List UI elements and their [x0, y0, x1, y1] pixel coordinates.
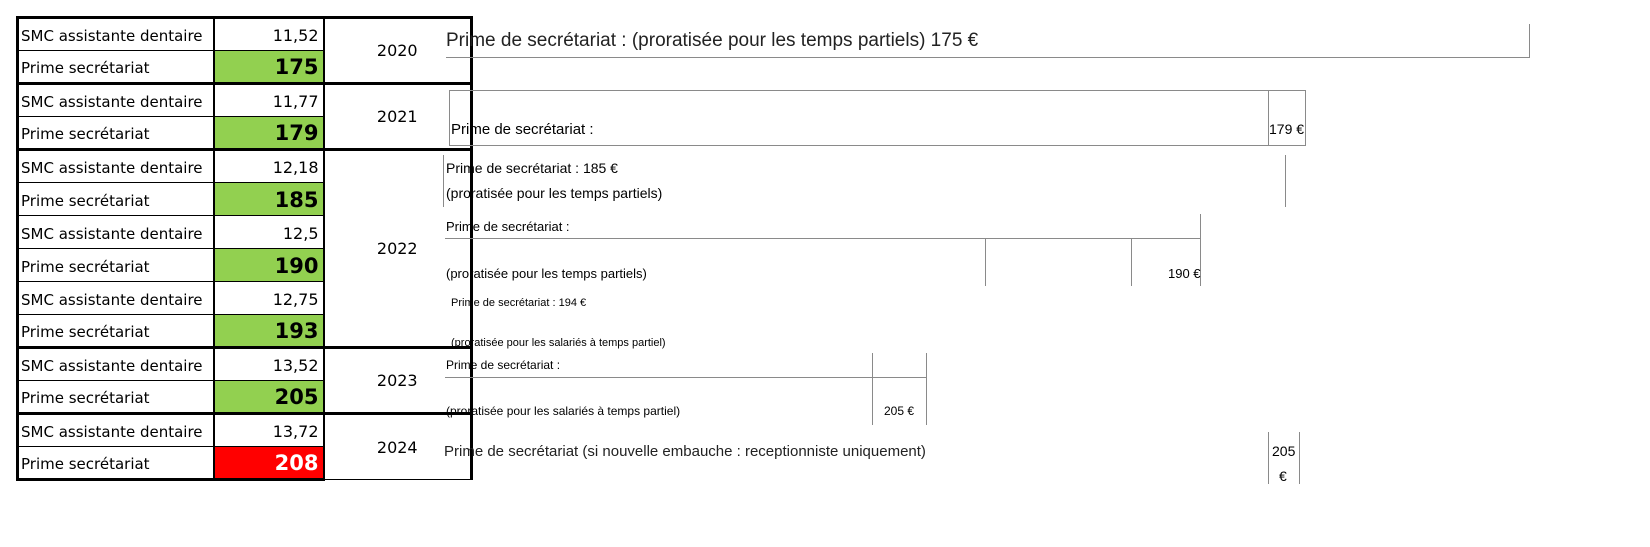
prime-value: 208: [214, 447, 324, 480]
snippet-2021-topline: [449, 90, 1306, 91]
snippet-2024-amount-currency: €: [1279, 468, 1287, 484]
smc-value: 11,77: [214, 84, 324, 117]
prime-label: Prime secrétariat: [18, 51, 214, 84]
snippet-2021-rightline: [1305, 90, 1306, 146]
snippet-2023-label: Prime de secrétariat :: [446, 358, 561, 372]
smc-row: [18, 84, 472, 117]
prime-history-body: [18, 18, 472, 480]
snippet-2023-hline: [445, 377, 926, 378]
snippet-2022b-label: Prime de secrétariat :: [446, 219, 570, 234]
snippet-2021-bottomline: [449, 145, 1306, 146]
prime-value: 175: [214, 51, 324, 84]
snippet-2021-leftline: [449, 90, 450, 146]
smc-label: SMC assistante dentaire: [18, 348, 214, 381]
smc-label: SMC assistante dentaire: [18, 84, 214, 117]
smc-value: 12,18: [214, 150, 324, 183]
prime-value: 179: [214, 117, 324, 150]
prime-label: Prime secrétariat: [18, 381, 214, 414]
snippet-2024-text: Prime de secrétariat (si nouvelle embauche : receptionniste uniquement): [444, 443, 926, 460]
smc-value: 13,72: [214, 414, 324, 447]
snippet-2024-amount-number: 205: [1272, 443, 1296, 459]
snippet-2022b-note: (proratisée pour les temps partiels): [446, 266, 647, 281]
smc-row: [18, 348, 472, 381]
snippet-2023-amount: 205 €: [884, 404, 915, 418]
year-cell: 2023: [324, 348, 472, 414]
prime-history-table: [16, 16, 473, 481]
prime-label: Prime secrétariat: [18, 249, 214, 282]
snippet-2022c-line1: Prime de secrétariat : 194 €: [451, 297, 587, 309]
prime-value: 185: [214, 183, 324, 216]
prime-label: Prime secrétariat: [18, 315, 214, 348]
year-cell: 2022: [324, 150, 472, 348]
snippet-2021-amount: 179 €: [1269, 121, 1305, 137]
snippet-2023-rightline: [926, 353, 927, 425]
smc-label: SMC assistante dentaire: [18, 414, 214, 447]
smc-label: SMC assistante dentaire: [18, 150, 214, 183]
snippet-2020-underline: [446, 57, 1530, 58]
smc-label: SMC assistante dentaire: [18, 216, 214, 249]
snippet-2023-note: (proratisée pour les salariés à temps partiel): [446, 404, 681, 418]
year-cell: 2021: [324, 84, 472, 150]
snippet-2022b-divider2: [1131, 238, 1132, 286]
prime-label: Prime secrétariat: [18, 183, 214, 216]
prime-value: 205: [214, 381, 324, 414]
snippet-2022b-amount: 190 €: [1168, 266, 1201, 281]
snippet-2022a-line2: (proratisée pour les temps partiels): [446, 185, 663, 201]
snippet-2022b-divider1: [985, 238, 986, 286]
smc-value: 11,52: [214, 18, 324, 51]
snippet-2023-divider: [872, 353, 873, 425]
snippet-2021-divider: [1268, 90, 1269, 146]
snippet-2024-rightline: [1299, 432, 1300, 484]
smc-label: SMC assistante dentaire: [18, 18, 214, 51]
year-cell: 2020: [324, 18, 472, 84]
smc-value: 12,5: [214, 216, 324, 249]
smc-label: SMC assistante dentaire: [18, 282, 214, 315]
snippet-2022a-line1: Prime de secrétariat : 185 €: [446, 160, 618, 176]
snippet-2020: Prime de secrétariat : (proratisée pour les temps partiels) 175 €: [446, 30, 979, 51]
snippet-2022a-rightline: [1285, 155, 1286, 207]
snippet-2022c-line2: (proratisée pour les salariés à temps partiel): [451, 337, 666, 349]
smc-row: [18, 414, 472, 447]
prime-value: 193: [214, 315, 324, 348]
year-cell: 2024: [324, 414, 472, 480]
snippet-2022b-hline: [445, 238, 1201, 239]
smc-row: [18, 18, 472, 51]
prime-label: Prime secrétariat: [18, 447, 214, 480]
smc-value: 13,52: [214, 348, 324, 381]
prime-label: Prime secrétariat: [18, 117, 214, 150]
snippet-2020-rightline: [1529, 24, 1530, 58]
snippet-2022a-leftline: [443, 155, 444, 207]
prime-value: 190: [214, 249, 324, 282]
snippet-2024-leftline: [1268, 432, 1269, 484]
smc-value: 12,75: [214, 282, 324, 315]
smc-row: [18, 150, 472, 183]
snippet-2021-label: Prime de secrétariat :: [451, 121, 594, 138]
